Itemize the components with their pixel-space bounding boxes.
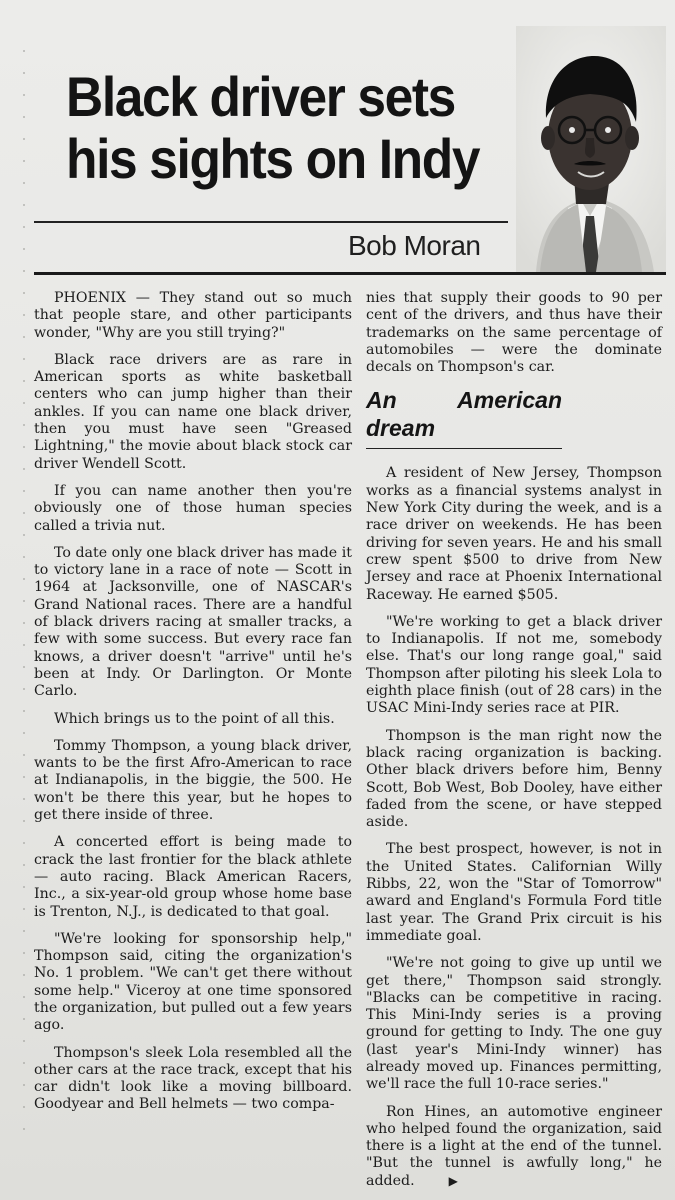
paragraph: A concerted effort is being made to crack the last frontier for the black athlete — auto racing. Black American Racers, Inc., a six-year-old group whose home base is Trenton, N.J., is dedicated to that goal. bbox=[34, 834, 352, 920]
paragraph: A resident of New Jersey, Thompson works as a financial systems analyst in New York City during the week, and is a race driver on weekends. He has been driving for seven years. He and his small crew spent $500 to drive from New Jersey and race at Phoenix International Raceway. He earned $505. bbox=[366, 465, 662, 603]
paragraph: Which brings us to the point of all this. bbox=[54, 710, 335, 727]
byline: Bob Moran bbox=[348, 230, 481, 261]
paragraph: "We're looking for sponsorship help," Thompson said, citing the organization's No. 1 problem. "We can't get there without some help." Viceroy at one time sponsored the organization, but pulled out a few years ago. bbox=[34, 930, 352, 1034]
paragraph-text: Ron Hines, an automotive engineer who helped found the organization, said there is a light at the end of the tunnel. "But the tunnel is awfully long," he added. bbox=[366, 1103, 662, 1189]
page-edge-texture bbox=[20, 40, 30, 1140]
end-mark-icon: ▶ bbox=[448, 1173, 458, 1188]
paragraph: "We're not going to give up until we get there," Thompson said strongly. "Blacks can be competitive in racing. This Mini-Indy series is a proving ground for getting to Indy. The one guy (last year's Mini-Indy winner) has already moved up. Finances permitting, we'll race the full 10-race series." bbox=[366, 955, 662, 1093]
paragraph: Thompson is the man right now the black racing organization is backing. Other black drivers before him, Benny Scott, Bob West, Bob Dooley, have either faded from the scene, or have stepped aside. bbox=[366, 727, 662, 831]
headline bbox=[66, 66, 498, 190]
subhead: An American dream bbox=[366, 386, 562, 449]
paragraph: Black race drivers are as rare in American sports as white basketball centers who can jump higher than their ankles. If you can name one black driver, then you must have seen "Greased Lightning," the movie about black stock car driver Wendell Scott. bbox=[34, 351, 352, 472]
article-column-right bbox=[366, 290, 662, 1200]
paragraph: "We're working to get a black driver to Indianapolis. If not me, somebody else. That's our long range goal," said Thompson after piloting his sleek Lola to eighth place finish (out of 28 cars) in the USAC Mini-Indy series race at PIR. bbox=[366, 613, 662, 717]
paragraph: Tommy Thompson, a young black driver, wants to be the first Afro-American to race at Indianapolis, in the biggie, the 500. He won't be there this year, but he hopes to get there inside of three. bbox=[34, 737, 352, 824]
paragraph: Thompson's sleek Lola resembled all the other cars at the race track, except that his car didn't look like a moving billboard. Goodyear and Bell helmets — two compa- bbox=[34, 1044, 352, 1113]
headline-line-2: his sights on Indy bbox=[66, 127, 480, 190]
paragraph: PHOENIX — They stand out so much that people stare, and other participants wonder, "Why are you still trying?" bbox=[34, 290, 352, 341]
byline-rule bbox=[34, 272, 666, 275]
paragraph: If you can name another then you're obviously one of those human species called a trivia nut. bbox=[34, 482, 352, 534]
paragraph: The best prospect, however, is not in the United States. Californian Willy Ribbs, 22, won the "Star of Tomorrow" award and England's Formula Ford title last year. The Grand Prix circuit is his immediate goal. bbox=[366, 841, 662, 944]
paragraph: To date only one black driver has made it to victory lane in a race of note — Scott in 1964 at Jacksonville, one of NASCAR's Grand National races. There are a handful of black drivers racing at smaller tracks, a few with some success. But every race fan knows, a driver doesn't "arrive" until he's been at Indy. Or Darlington. Or Monte Carlo. bbox=[34, 544, 352, 700]
paragraph-continued: nies that supply their goods to 90 per cent of the drivers, and thus have their trademarks on the same percentage of automobiles — were the dominate decals on Thompson's car. bbox=[366, 290, 662, 376]
headline-line-1: Black driver sets bbox=[66, 65, 455, 128]
headline-rule bbox=[34, 221, 508, 223]
paragraph bbox=[366, 1104, 662, 1190]
portrait-photo bbox=[516, 26, 666, 272]
article-column-left bbox=[34, 290, 352, 1124]
